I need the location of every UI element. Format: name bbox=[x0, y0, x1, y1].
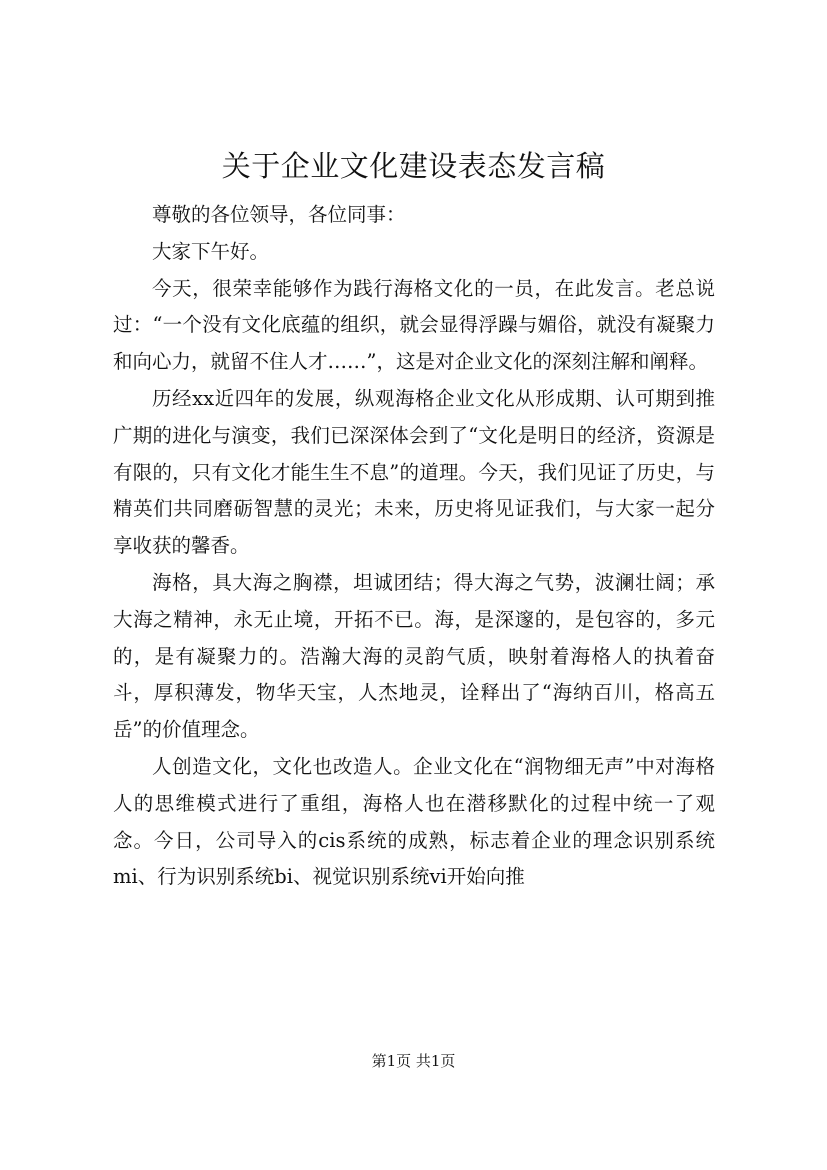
paragraph-salutation: 尊敬的各位领导，各位同事： bbox=[152, 203, 406, 226]
paragraph-culture-system: 人创造文化，文化也改造人。企业文化在“润物细无声”中对海格人的思维模式进行了重组，海格人也在潜移默化的过程中统一了观念。今日，公司导入的cis系统的成熟，标志着企业的理念识别系统mi、行为识别系统bi、视觉识别系统vi开始向推 bbox=[113, 754, 715, 889]
document-title: 关于企业文化建设表态发言稿 bbox=[221, 149, 606, 183]
paragraph-introduction: 今天，很荣幸能够作为践行海格文化的一员，在此发言。老总说过：“一个没有文化底蕴的组织，就会显得浮躁与媚俗，就没有凝聚力和向心力，就留不住人才……”，这是对企业文化的深刻注解和阐释。 bbox=[113, 276, 715, 374]
paragraph-history: 历经xx近四年的发展，纵观海格企业文化从形成期、认可期到推广期的进化与演变，我们已深深体会到了“文化是明日的经济，资源是有限的，只有文化才能生生不息”的道理。今天，我们见证了历史，与精英们共同磨砺智慧的灵光；未来，历史将见证我们，与大家一起分享收获的馨香。 bbox=[113, 386, 715, 558]
page-number-footer: 第1页 共1页 bbox=[371, 1052, 456, 1070]
paragraph-greeting: 大家下午好。 bbox=[152, 239, 270, 263]
paragraph-haige-spirit: 海格，具大海之胸襟，坦诚团结；得大海之气势，波澜壮阔；承大海之精神，永无止境，开拓不已。海，是深邃的，是包容的，多元的，是有凝聚力的。浩瀚大海的灵韵气质，映射着海格人的执着奋斗，厚积薄发，物华天宝，人杰地灵，诠释出了“海纳百川，格高五岳”的价值理念。 bbox=[113, 570, 715, 742]
document-body bbox=[113, 197, 715, 896]
